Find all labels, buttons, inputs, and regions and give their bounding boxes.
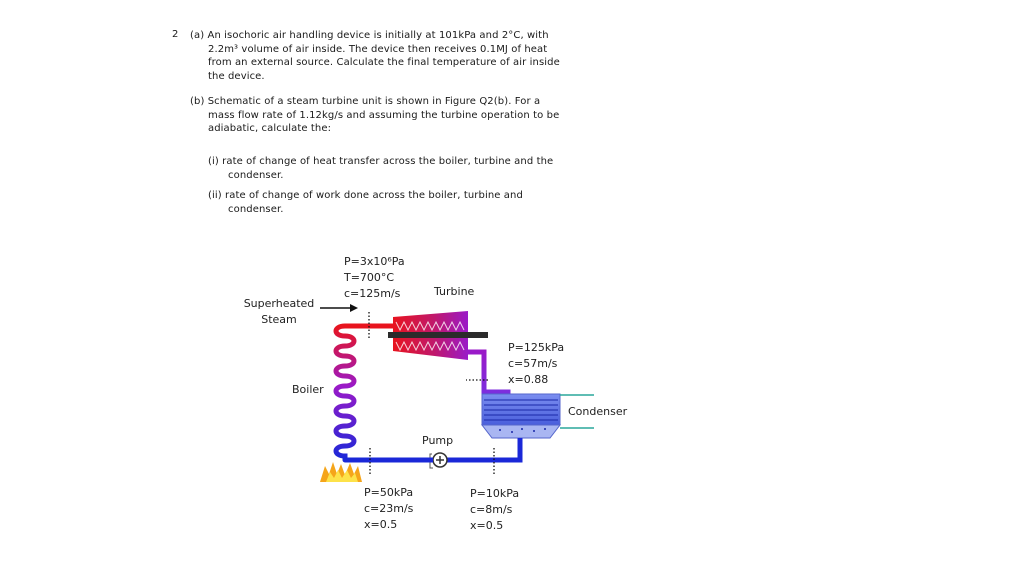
- turbine-exit-pipe: [468, 352, 508, 396]
- inlet-arrow: [320, 304, 358, 312]
- turbine-exit-state-label: P=125kPa c=57m/s x=0.88: [508, 341, 565, 386]
- pump-outlet-state-label: P=50kPa c=23m/s x=0.5: [364, 486, 414, 531]
- pump-label: Pump: [422, 434, 454, 447]
- part-b-ii-line: (ii) rate of change of work done across the boiler, turbine and: [208, 190, 523, 201]
- part-b-ii-line: condenser.: [228, 203, 284, 215]
- boiler-label: Boiler: [292, 383, 324, 396]
- part-b-i-line: condenser.: [228, 169, 284, 181]
- part-b-i-line: (i) rate of change of heat transfer across the boiler, turbine and the: [208, 156, 554, 167]
- part-a-line: (a) An isochoric air handling device is initially at 101kPa and 2°C, with: [190, 30, 549, 41]
- superheated-steam-label: Superheated Steam: [243, 297, 315, 326]
- part-a-line: from an external source. Calculate the final temperature of air inside: [208, 57, 560, 68]
- part-b-line: adiabatic, calculate the:: [208, 123, 332, 134]
- boiler-coil: [336, 326, 365, 460]
- part-b-line: (b) Schematic of a steam turbine unit is shown in Figure Q2(b). For a: [190, 96, 541, 107]
- part-a-line: 2.2m³ volume of air inside. The device then receives 0.1MJ of heat: [208, 43, 548, 55]
- condenser-label: Condenser: [568, 405, 628, 418]
- inlet-state-label: P=3x10⁶Pa T=700°C c=125m/s: [344, 255, 405, 300]
- turbine-label: Turbine: [434, 285, 475, 298]
- pump-inlet-state-label: P=10kPa c=8m/s x=0.5: [470, 487, 520, 532]
- turbine-shaft: [388, 332, 488, 338]
- part-b-line: mass flow rate of 1.12kg/s and assuming the turbine operation to be: [208, 109, 560, 121]
- condensate-pipe: [447, 438, 520, 460]
- question-number: 2: [172, 29, 179, 40]
- part-a-line: the device.: [208, 70, 265, 82]
- flame-icon: [320, 462, 362, 482]
